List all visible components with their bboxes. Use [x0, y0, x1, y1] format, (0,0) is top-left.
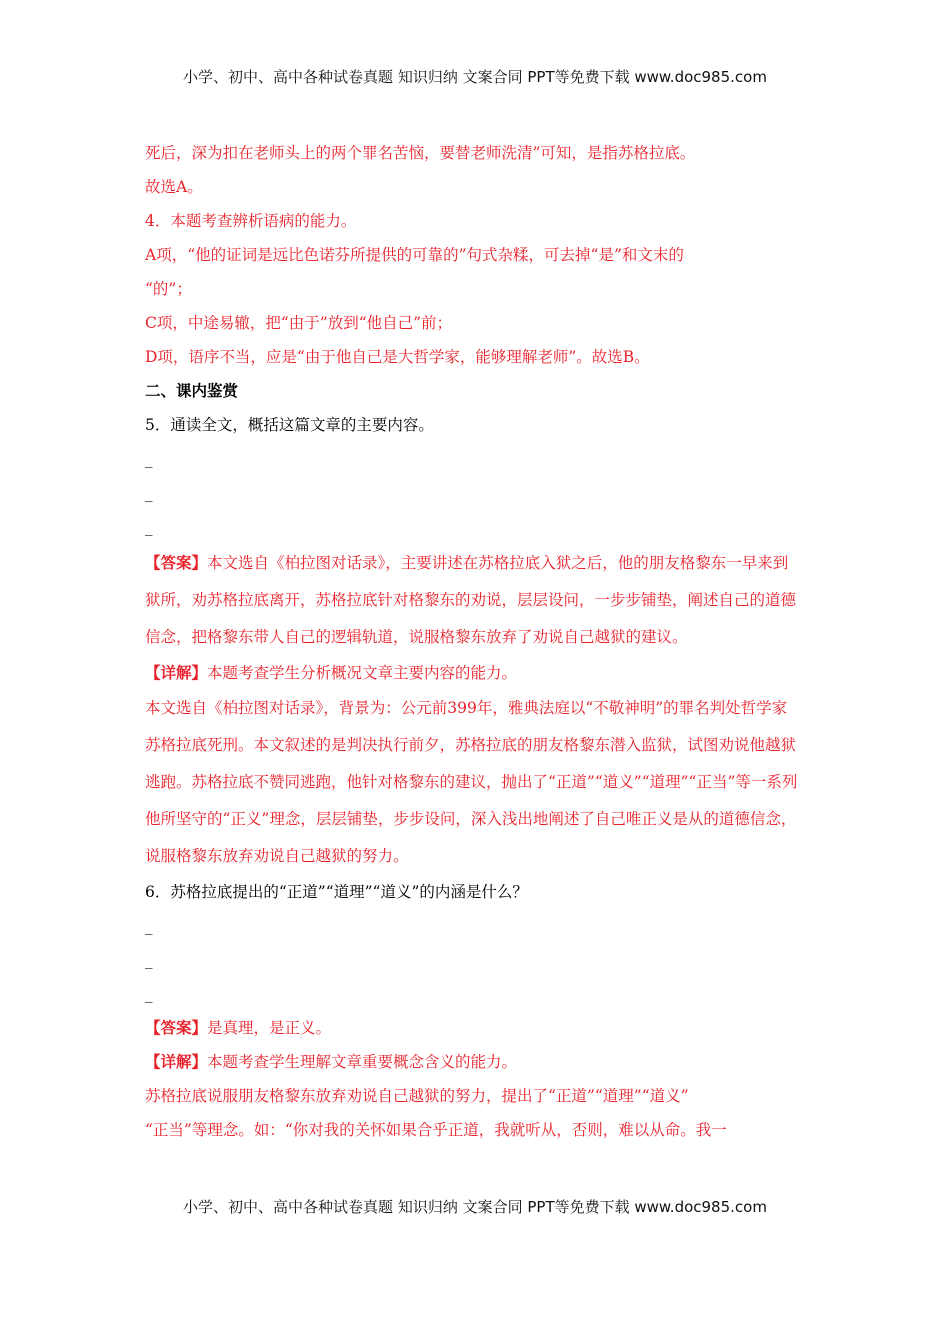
- q5-detail: [145, 656, 800, 690]
- text-line: 苏格拉底说服朋友格黎东放弃劝说自己越狱的努力，提出了“正道”“道理”“道义”: [145, 1087, 689, 1105]
- answer-blank: _: [145, 450, 153, 468]
- answer-blank: _: [145, 951, 153, 969]
- answer-text: 本文选自《柏拉图对话录》，主要讲述在苏格拉底入狱之后，他的朋友格黎东一早来到狱所，劝苏格拉底离开，苏格拉底针对格黎东的劝说，层层设问，一步步铺垫，阐述自己的道德信念，把格黎东带人自己的逻辑轨道，说服格黎东放弃了劝说自己越狱的建议。: [145, 554, 797, 646]
- q6-answer: [145, 1011, 800, 1045]
- question-6: 6．苏格拉底提出的“正道”“道理”“道义”的内涵是什么？: [145, 883, 528, 901]
- answer-tag: 【答案】: [145, 553, 208, 572]
- answer-blank: _: [145, 985, 153, 1003]
- detail-tag: 【详解】: [145, 663, 208, 682]
- page-footer: 小学、初中、高中各种试卷真题 知识归纳 文案合同 PPT等免费下载 www.doc985.com: [183, 1198, 767, 1216]
- text-line: “的”；: [145, 280, 192, 298]
- text-line: A项，“他的证词是远比色诺芬所提供的可靠的”句式杂糅，可去掉“是”和文末的: [145, 246, 684, 264]
- question-4-heading: 4．本题考查辨析语病的能力。: [145, 212, 357, 230]
- answer-text: 是真理，是正义。: [207, 1019, 332, 1037]
- q5-answer: [145, 544, 800, 656]
- detail-tag: 【详解】: [145, 1052, 208, 1071]
- q6-detail: [145, 1045, 800, 1079]
- text-line: “正当”等理念。如：“你对我的关怀如果合乎正道，我就听从，否则，难以从命。我一: [145, 1121, 727, 1139]
- page-header: 小学、初中、高中各种试卷真题 知识归纳 文案合同 PPT等免费下载 www.doc985.com: [183, 68, 767, 86]
- detail-text: 本题考查学生分析概况文章主要内容的能力。: [207, 664, 518, 682]
- document-body: [145, 136, 800, 1147]
- section-heading: 二、课内鉴赏: [145, 381, 239, 400]
- text-line: 死后，深为扣在老师头上的两个罪名苦恼，要替老师洗清”可知，是指苏格拉底。: [145, 144, 696, 162]
- text-line: D项，语序不当，应是“由于他自己是大哲学家，能够理解老师”。故选B。: [145, 348, 650, 366]
- question-5: 5．通读全文，概括这篇文章的主要内容。: [145, 416, 434, 434]
- text-line: C项，中途易辙，把“由于”放到“他自己”前；: [145, 314, 453, 332]
- detail-text: 本题考查学生理解文章重要概念含义的能力。: [207, 1053, 518, 1071]
- answer-tag: 【答案】: [145, 1018, 208, 1037]
- q5-detail-body: 本文选自《柏拉图对话录》，背景为：公元前399年，雅典法庭以“不敬神明”的罪名判处哲学家苏格拉底死刑。本文叙述的是判决执行前夕，苏格拉底的朋友格黎东潜入监狱，试图劝说他越狱逃跑。苏格拉底不赞同逃跑，他针对格黎东的建议，抛出了“正道”“道义”“道理”“正当”等一系列他所坚守的“正义”理念，层层铺垫，步步设问，深入浅出地阐述了自己唯正义是从的道德信念，说服格黎东放弃劝说自己越狱的努力。: [145, 699, 798, 865]
- answer-blank: _: [145, 518, 153, 536]
- answer-blank: _: [145, 917, 153, 935]
- text-line: 故选A。: [145, 178, 203, 196]
- answer-blank: _: [145, 484, 153, 502]
